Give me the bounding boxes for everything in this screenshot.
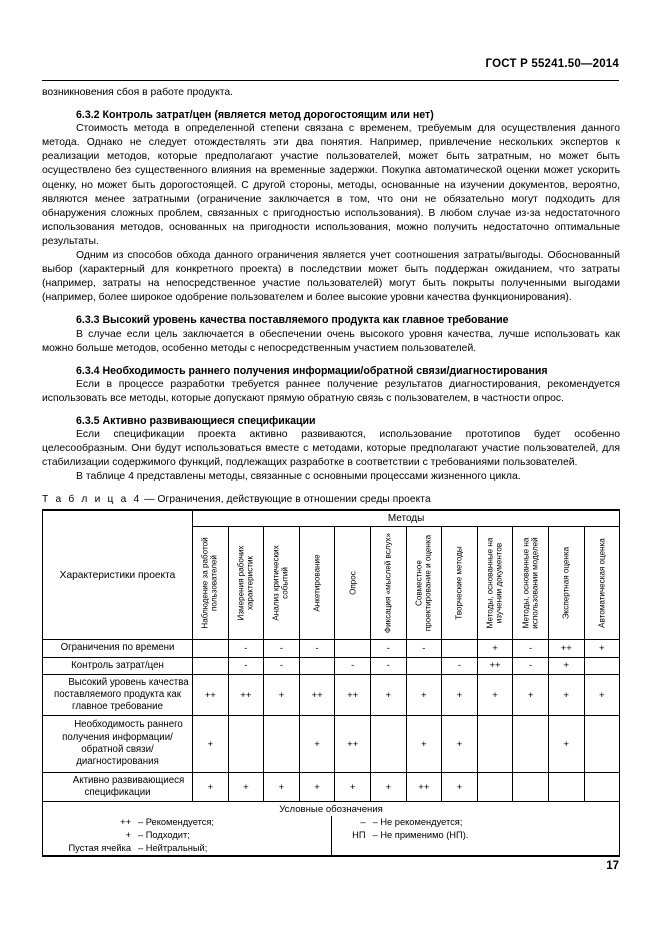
row-label-4 [43,773,193,802]
row-label-text-4: Активно развивающиеся спецификации [72,774,185,799]
cell-2-5: + [370,675,406,716]
cell-3-4: ++ [335,716,371,773]
column-header-8 [477,527,513,640]
legend-item [43,816,331,829]
row-label-1: Контроль затрат/цен [43,657,193,674]
legend-symbol-4: НП [352,830,366,841]
legend-item [43,842,331,855]
legend-title: Условные обозначения [279,804,383,816]
cell-1-5: - [370,657,406,674]
cell-3-10: + [548,716,584,773]
section-633-paragraph-1: В случае если цель заключается в обеспечении очень высокого уровня качества, лучше использовать как можно больше методов, особенно методы с непосредственным участием пользователей. [42,328,620,354]
cell-3-1 [228,716,264,773]
table-caption-text: — Ограничения, действующие в отношении среды проекта [144,494,431,506]
header-divider [42,80,619,81]
row-label-3 [43,716,193,773]
legend-row [43,802,620,857]
cell-2-7: + [442,675,478,716]
column-header-label-6: Совместное проектирование и оценка [414,535,433,632]
cell-2-9: + [513,675,549,716]
table-group-header-row [43,510,620,527]
cell-0-2: - [264,640,300,657]
cell-4-11 [584,773,620,802]
cell-1-7: - [442,657,478,674]
row-label-text-2: Высокий уровень качества поставляемого продукта как главное требование [54,676,189,713]
cell-0-4 [335,640,371,657]
cell-3-6: + [406,716,442,773]
section-heading-634: 6.3.4 Необходимость раннего получения информации/обратной связи/диагностирования [76,364,548,377]
legend-symbol-2: Пустая ячейка [68,843,131,854]
cell-2-2: + [264,675,300,716]
cell-0-5: - [370,640,406,657]
cell-1-1: - [228,657,264,674]
cell-1-2: - [264,657,300,674]
column-header-0 [193,527,229,640]
row-label-0: Ограничения по времени [43,640,193,657]
cell-2-3: ++ [299,675,335,716]
column-header-2 [264,527,300,640]
methods-group-header: Методы [193,510,620,527]
legend-body-row [43,816,619,855]
table-row [43,773,620,802]
cell-4-0: + [193,773,229,802]
table-row [43,716,620,773]
legend-table [43,816,619,855]
cell-4-6: ++ [406,773,442,802]
cell-1-10: + [548,657,584,674]
standard-number-header: ГОСТ Р 55241.50—2014 [485,58,619,70]
cell-1-0 [193,657,229,674]
table-row [43,640,620,657]
cell-1-8: ++ [477,657,513,674]
cell-3-3: + [299,716,335,773]
cell-3-11 [584,716,620,773]
section-heading-633: 6.3.3 Высокий уровень качества поставляемого продукта как главное требование [76,314,509,327]
cell-3-7: + [442,716,478,773]
cell-3-0: + [193,716,229,773]
legend-right-column [331,816,619,855]
column-header-label-7: Творческие методы [454,546,464,621]
table-caption-label: Т а б л и ц а 4 [42,494,142,506]
column-header-1 [228,527,264,640]
cell-3-2 [264,716,300,773]
cell-2-10: + [548,675,584,716]
cell-2-8: + [477,675,513,716]
section-635-paragraph-1: Если спецификации проекта активно развиваются, использование прототипов будет особенно целесообразным. Они будут использоваться вместе с методами, которые предполагают участие пользователей, для стабилизации содержимого функций, подлежащих разработке в соответствии с требованиями пользователей. [42,429,620,469]
section-632-paragraph-1: Стоимость метода в определенной степени связана с временем, требуемым для осуществления данного метода. Однако не следует отождествлять эти два понятия. Например, привлечение нескольких экспертов к реализации методов, которые предполагают участие пользователей, может быть затратным, но может быть осуществлено без существенного влияния на временные задержки. Покупка автоматической оценки может ускорить оценку, но может быть дорогостоящей. С другой стороны, методы, основанные на изучении документов, вероятно, являются менее затратными (ограничение заключается в том, что они не обязательно могут подходить для обнаружения сложных проблем, связанных с пригодностью использования). В любом случае из-за недостаточного использования методов, основанных на пригодности использования, можно получить недостаточно оптимальные результаты. [42,123,620,247]
cell-0-11: + [584,640,620,657]
cell-4-4: + [335,773,371,802]
legend-text-4: – Не применимо (НП). [372,830,469,841]
legend-text-0: – Рекомендуется; [138,817,215,828]
table-caption [42,493,620,506]
section-632-paragraph-2: Одним из способов обхода данного ограничения является учет соотношения затраты/выгоды. Обоснованный выбор (характерный для конкретного проекта) в последствии может быть поддержан ожиданием, что затраты (например, затраты на непосредственное участие пользователей) могут быть покрыты полученными выгодами (например, более широкое одобрение пользователем и более высокие уровни качества функционирования). [42,250,620,304]
column-header-label-11: Автоматическая оценка [597,538,607,629]
cell-1-9: - [513,657,549,674]
column-header-4 [335,527,371,640]
column-header-label-9: Методы, основанные на использовании моделей [521,537,540,630]
legend-text-1: – Подходит; [138,830,190,841]
column-header-label-4: Опрос [348,571,358,596]
page-content [42,86,620,857]
column-header-label-1: Измерения рабочих характеристик [236,545,255,621]
cell-0-3: - [299,640,335,657]
cell-0-10: ++ [548,640,584,657]
legend-text-2: – Нейтральный; [138,843,208,854]
column-header-10 [548,527,584,640]
section-heading-632: 6.3.2 Контроль затрат/цен (является метод дорогостоящим или нет) [76,109,434,122]
cell-4-7: + [442,773,478,802]
section-635-paragraph-2: В таблице 4 представлены методы, связанные с основными процессами жизненного цикла. [76,471,521,483]
column-header-9 [513,527,549,640]
column-header-3 [299,527,335,640]
cell-4-10 [548,773,584,802]
table-row [43,657,620,674]
cell-3-5 [370,716,406,773]
cell-0-1: - [228,640,264,657]
legend-container [43,802,620,857]
legend-item [43,829,331,842]
cell-0-9: - [513,640,549,657]
column-header-label-10: Экспертная оценка [561,547,571,620]
column-header-7 [442,527,478,640]
cell-0-8: + [477,640,513,657]
column-header-5 [370,527,406,640]
cell-0-7 [442,640,478,657]
column-header-label-2: Анализ критических событий [272,545,291,622]
cell-2-6: + [406,675,442,716]
cell-4-9 [513,773,549,802]
row-label-text-3: Необходимость раннего получения информации/обратной связи/диагностирования [62,719,183,768]
cell-3-8 [477,716,513,773]
cell-3-9 [513,716,549,773]
legend-left-column [43,816,331,855]
page-number: 17 [606,860,619,872]
cell-4-1: + [228,773,264,802]
section-heading-635: 6.3.5 Активно развивающиеся спецификации [76,414,316,427]
row-header-column-title: Характеристики проекта [43,510,193,640]
cell-4-5: + [370,773,406,802]
legend-symbol-1: + [125,830,131,841]
table-row [43,675,620,716]
legend-symbol-0: ++ [120,817,131,828]
column-header-label-5: Фиксация «мыслей вслух» [383,533,393,634]
cell-2-1: ++ [228,675,264,716]
cell-0-6: - [406,640,442,657]
cell-2-11: + [584,675,620,716]
column-header-label-8: Методы, основанные на изучении документов [485,538,505,629]
cell-1-6 [406,657,442,674]
cell-1-11 [584,657,620,674]
column-header-label-0: Наблюдение за работой пользователей [201,537,220,630]
column-header-6 [406,527,442,640]
cell-1-3 [299,657,335,674]
cell-0-0 [193,640,229,657]
column-header-label-3: Анкетирование [312,554,322,613]
legend-text-3: – Не рекомендуется; [372,817,463,828]
cell-4-8 [477,773,513,802]
cell-1-4: - [335,657,371,674]
cell-2-0: ++ [193,675,229,716]
legend-symbol-3: – [360,817,366,828]
cell-2-4: ++ [335,675,371,716]
column-header-11 [584,527,620,640]
row-label-2 [43,675,193,716]
methods-constraints-table [42,509,620,857]
legend-item [332,829,620,842]
legend-item [332,816,620,829]
continued-paragraph: возникновения сбоя в работе продукта. [42,87,234,98]
section-634-paragraph-1: Если в процессе разработки требуется раннее получение результатов диагностирования, рекомендуется использовать все методы, которые допускают прямую обратную связь с пользователем, в частности опрос. [42,378,620,404]
cell-4-3: + [299,773,335,802]
cell-4-2: + [264,773,300,802]
